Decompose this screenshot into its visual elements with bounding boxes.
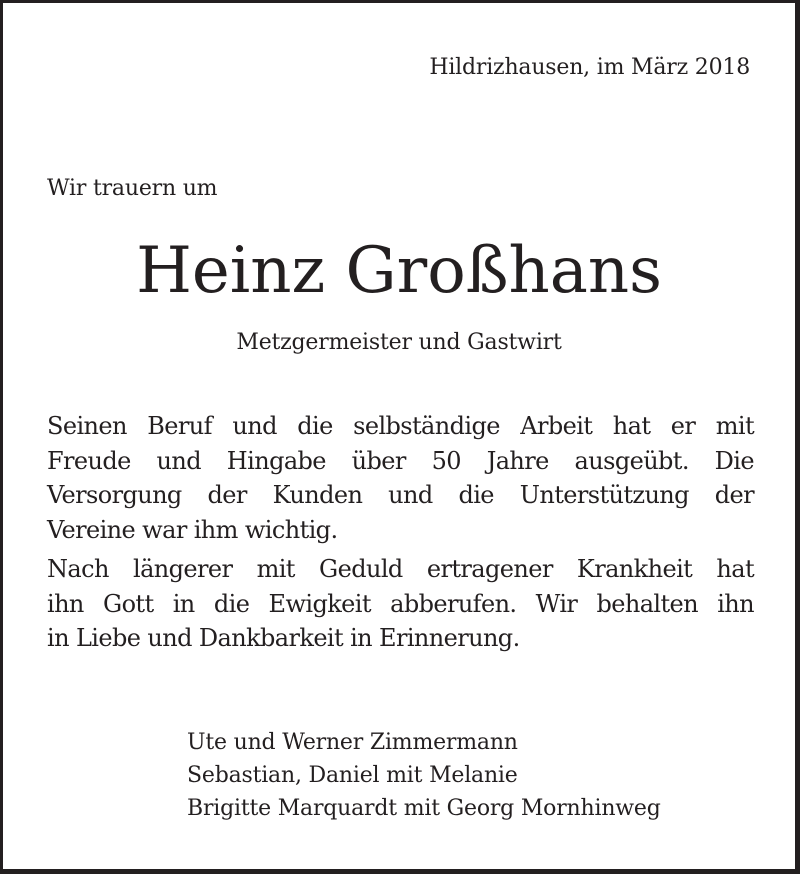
mourners-list [187, 726, 661, 825]
mourner-name: Sebastian, Daniel mit Melanie [187, 763, 518, 788]
deceased-name: Heinz Großhans [136, 234, 662, 308]
mourner-name: Ute und Werner Zimmermann [187, 730, 518, 755]
place-date: Hildrizhausen, im März 2018 [429, 55, 750, 80]
paragraph-line: Versorgung der Kunden und die Unterstützung der [47, 481, 754, 509]
paragraph-tribute [47, 409, 754, 547]
obituary-notice [3, 3, 795, 869]
mourner-name: Brigitte Marquardt mit Georg Mornhinweg [187, 796, 661, 821]
occupation: Metzgermeister und Gastwirt [236, 330, 562, 355]
paragraph-line: Seinen Beruf und die selbständige Arbeit hat er mit [47, 412, 754, 440]
paragraph-line: Freude und Hingabe über 50 Jahre ausgeübt. Die [47, 446, 754, 475]
paragraph-line: Vereine war ihm wichtig. [47, 515, 338, 544]
paragraph-line: ihn Gott in die Ewigkeit abberufen. Wir behalten ihn [47, 589, 754, 618]
paragraph-remembrance [47, 552, 754, 656]
paragraph-line: Nach längerer mit Geduld ertragener Krankheit hat [47, 555, 754, 583]
intro-text: Wir trauern um [47, 176, 218, 201]
paragraph-line: in Liebe und Dankbarkeit in Erinnerung. [47, 624, 520, 652]
